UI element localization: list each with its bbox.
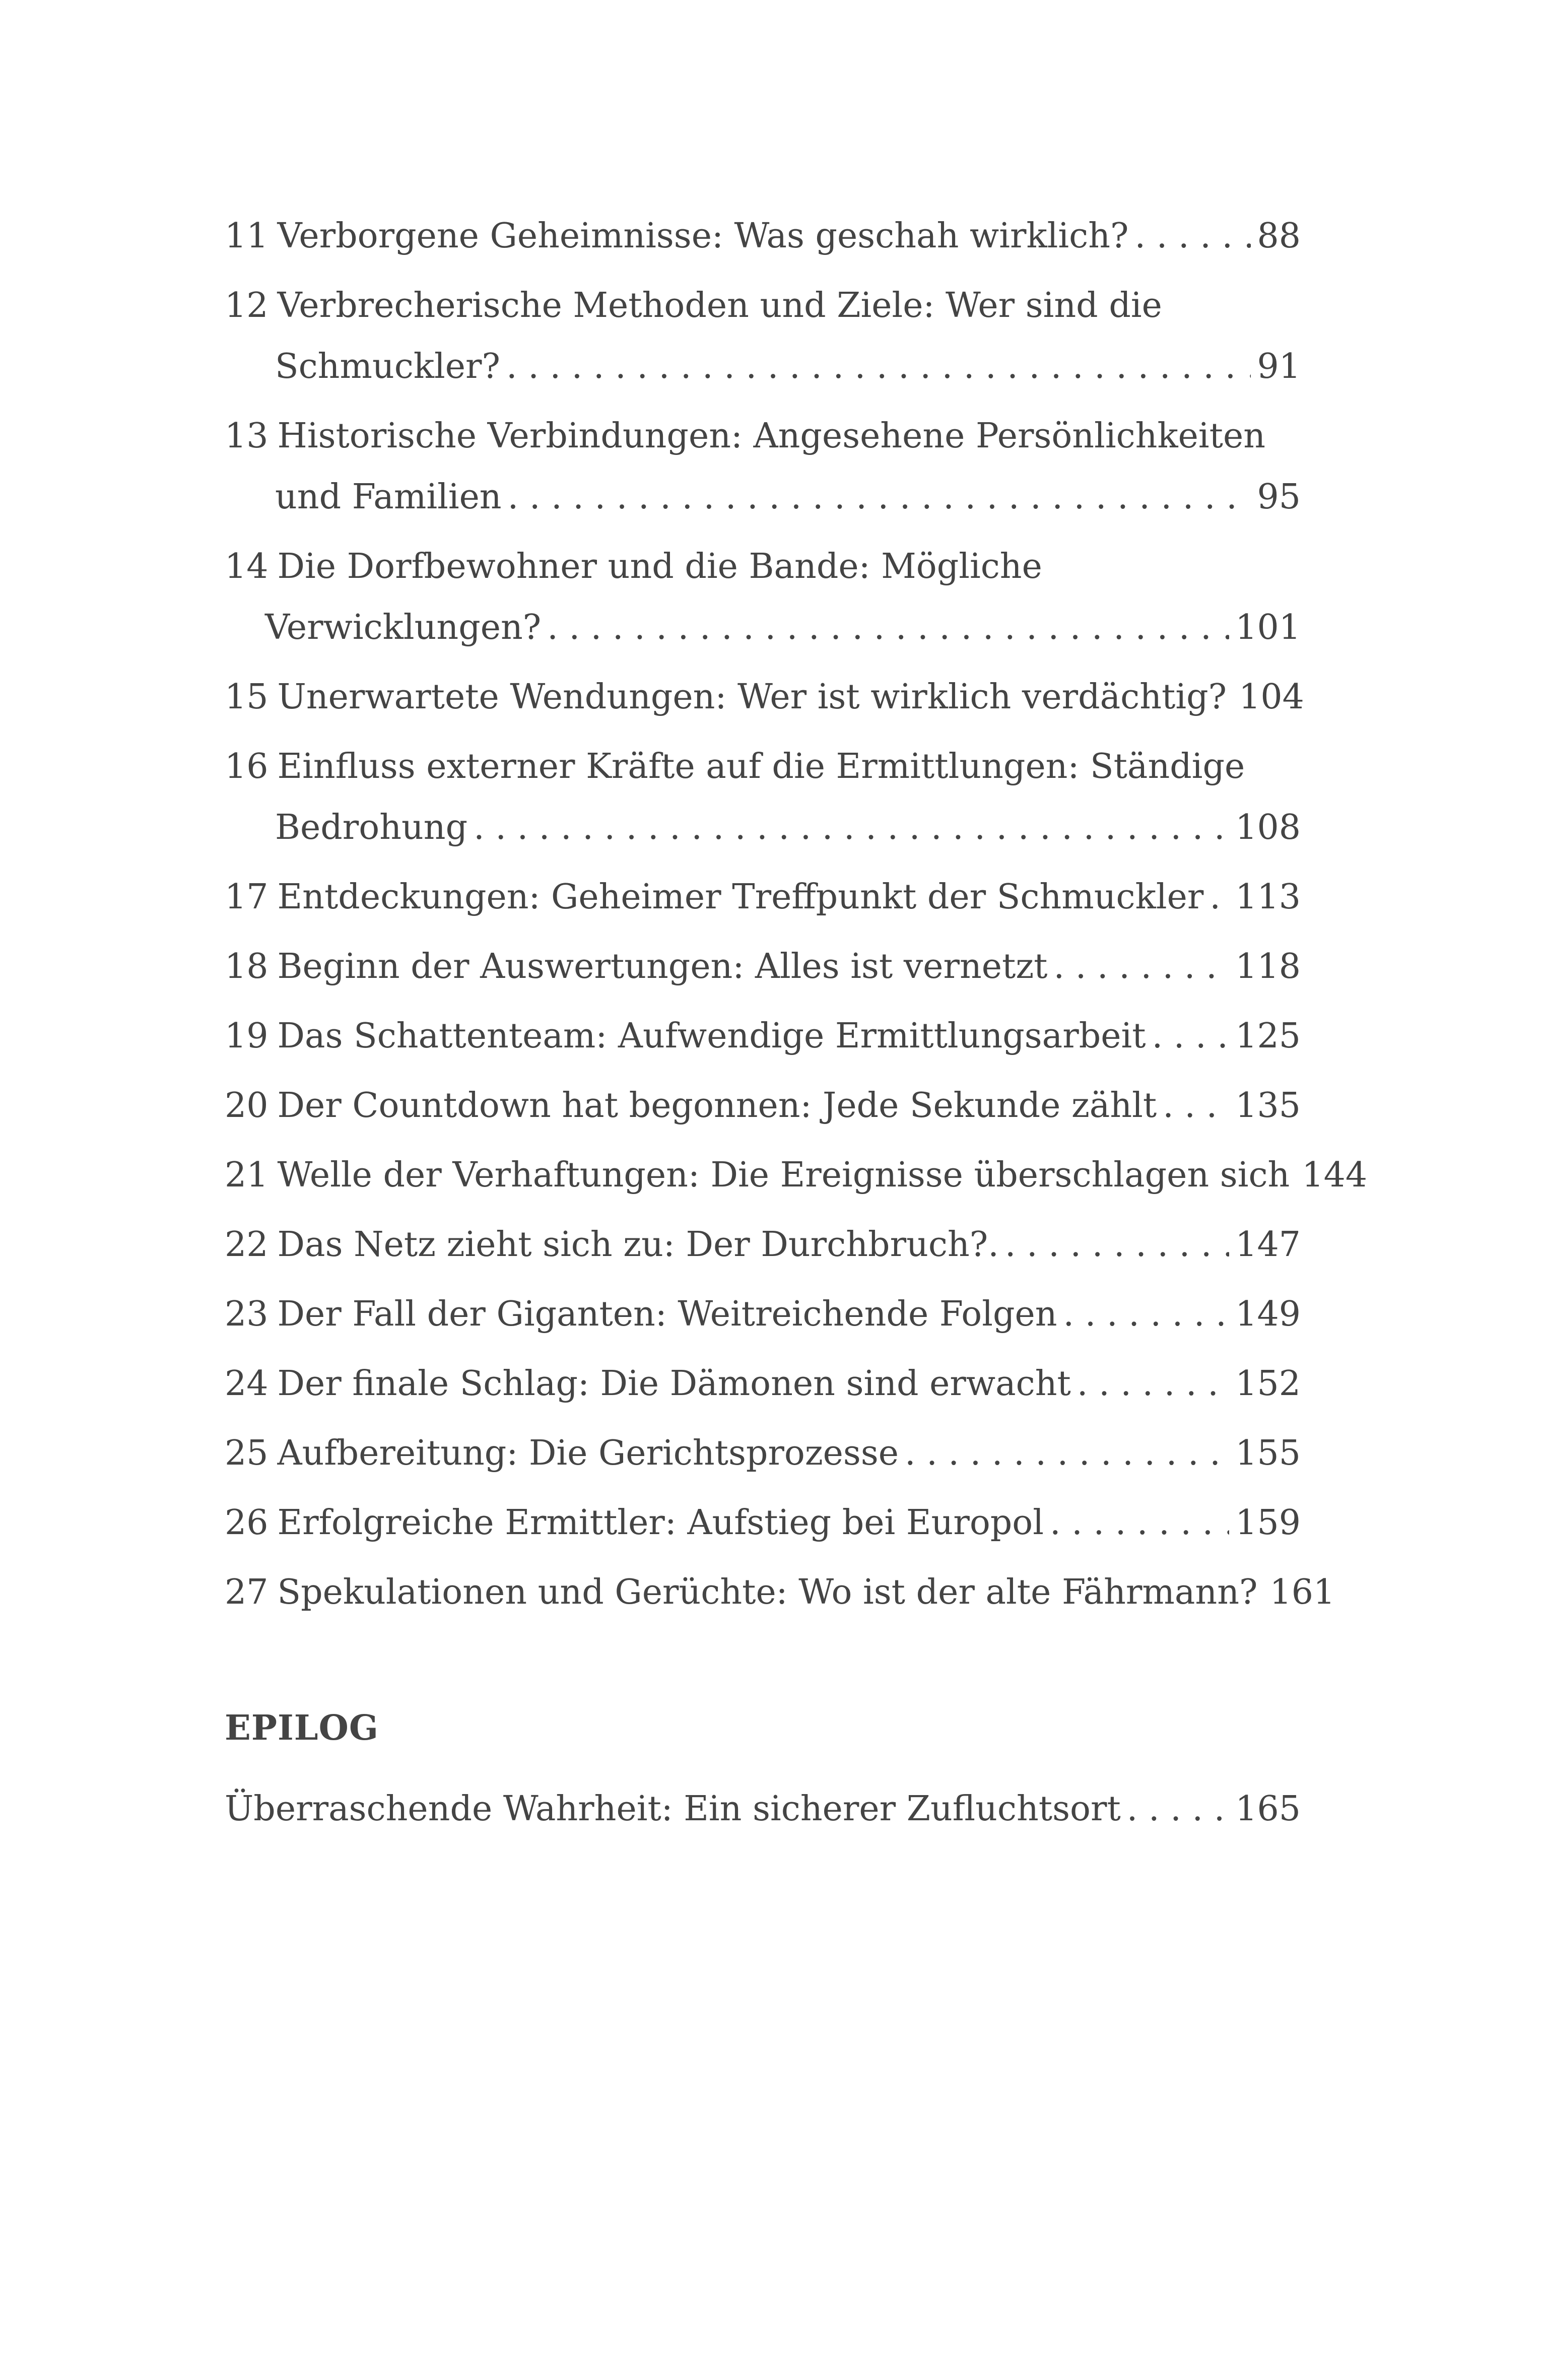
chapter-number: 27 bbox=[225, 1572, 268, 1612]
chapter-number: 22 bbox=[225, 1225, 268, 1265]
chapter-title: Verbrecherische Methoden und Ziele: Wer sind die bbox=[277, 286, 1162, 325]
toc-entry bbox=[225, 406, 1301, 527]
toc-entry bbox=[225, 1006, 1301, 1067]
page-number: 161 bbox=[1269, 1572, 1335, 1612]
toc-entry bbox=[225, 1423, 1301, 1484]
chapter-title: Einfluss externer Kräfte auf die Ermittlungen: Ständige bbox=[277, 747, 1245, 786]
page-number: 118 bbox=[1235, 947, 1301, 986]
chapter-number: 21 bbox=[225, 1155, 268, 1195]
toc-entry bbox=[225, 667, 1304, 728]
chapter-title-continued: Schmuckler? bbox=[275, 347, 500, 386]
toc-line bbox=[225, 867, 1301, 928]
page-number: 155 bbox=[1235, 1433, 1301, 1473]
chapter-title-continued: Verwicklungen? bbox=[265, 608, 542, 647]
chapter-title: Historische Verbindungen: Angesehene Persönlichkeiten bbox=[277, 416, 1266, 456]
page-number: 91 bbox=[1257, 347, 1301, 386]
toc-entry bbox=[225, 1284, 1301, 1345]
chapter-title: Das Netz zieht sich zu: Der Durchbruch?. bbox=[277, 1225, 999, 1265]
chapter-number: 13 bbox=[225, 416, 268, 456]
toc-line bbox=[225, 406, 1301, 467]
toc-line bbox=[225, 1145, 1368, 1206]
dot-leader bbox=[1163, 1075, 1229, 1136]
toc-line bbox=[225, 1353, 1301, 1414]
toc-line-continued bbox=[225, 336, 1301, 397]
page-number: 101 bbox=[1235, 608, 1301, 647]
toc-line bbox=[225, 667, 1304, 728]
page-number: 152 bbox=[1235, 1364, 1301, 1404]
toc-entry bbox=[225, 1492, 1301, 1553]
dot-leader bbox=[1077, 1353, 1229, 1414]
chapter-title: Erfolgreiche Ermittler: Aufstieg bei Europol bbox=[277, 1503, 1044, 1543]
chapter-number: 26 bbox=[225, 1503, 268, 1543]
dot-leader bbox=[905, 1423, 1229, 1484]
page-number: 149 bbox=[1235, 1294, 1301, 1334]
toc-line-continued bbox=[225, 467, 1301, 527]
toc-entry bbox=[225, 1145, 1368, 1206]
chapter-title-continued: und Familien bbox=[275, 477, 502, 517]
chapter-number: 14 bbox=[225, 547, 268, 586]
chapter-number: 25 bbox=[225, 1433, 268, 1473]
chapter-title: Aufbereitung: Die Gerichtsprozesse bbox=[277, 1433, 899, 1473]
toc-line bbox=[225, 736, 1301, 797]
toc-line bbox=[225, 1214, 1301, 1275]
chapter-title: Entdeckungen: Geheimer Treffpunkt der Schmuckler bbox=[277, 877, 1204, 917]
chapter-title: Unerwartete Wendungen: Wer ist wirklich verdächtig? bbox=[277, 677, 1227, 717]
toc-line bbox=[225, 1423, 1301, 1484]
dot-leader bbox=[547, 597, 1229, 658]
dot-leader bbox=[1127, 1778, 1229, 1839]
toc-entry bbox=[225, 1214, 1301, 1275]
dot-leader bbox=[1050, 1492, 1229, 1553]
chapter-number: 18 bbox=[225, 947, 268, 986]
chapter-number: 19 bbox=[225, 1016, 268, 1056]
toc-line bbox=[225, 275, 1301, 336]
dot-leader bbox=[474, 797, 1229, 858]
dot-leader bbox=[1005, 1214, 1229, 1275]
chapter-title-continued: Bedrohung bbox=[275, 808, 468, 847]
chapter-number: 17 bbox=[225, 877, 268, 917]
page-number: 135 bbox=[1235, 1086, 1301, 1126]
page-number: 113 bbox=[1235, 877, 1301, 917]
epilog-title: Überraschende Wahrheit: Ein sicherer Zufluchtsort bbox=[225, 1789, 1121, 1829]
dot-leader bbox=[1135, 206, 1251, 267]
dot-leader bbox=[508, 467, 1251, 527]
page-number: 95 bbox=[1257, 477, 1301, 517]
page-number: 144 bbox=[1302, 1155, 1368, 1195]
toc-line bbox=[225, 1778, 1301, 1839]
page-number: 108 bbox=[1235, 808, 1301, 847]
chapter-title: Der Countdown hat begonnen: Jede Sekunde zählt bbox=[277, 1086, 1157, 1126]
epilog-entry bbox=[225, 1778, 1301, 1839]
page-number: 88 bbox=[1257, 216, 1301, 256]
epilog-heading: EPILOG bbox=[225, 1708, 379, 1748]
toc-entry bbox=[225, 736, 1301, 858]
chapter-number: 20 bbox=[225, 1086, 268, 1126]
chapter-title: Das Schattenteam: Aufwendige Ermittlungsarbeit bbox=[277, 1016, 1146, 1056]
chapter-title: Beginn der Auswertungen: Alles ist vernetzt bbox=[277, 947, 1048, 986]
chapter-title: Welle der Verhaftungen: Die Ereignisse überschlagen sich bbox=[277, 1155, 1290, 1195]
chapter-title: Verborgene Geheimnisse: Was geschah wirklich? bbox=[277, 216, 1129, 256]
chapter-title: Der Fall der Giganten: Weitreichende Folgen bbox=[277, 1294, 1057, 1334]
chapter-number: 15 bbox=[225, 677, 268, 717]
toc-line bbox=[225, 936, 1301, 997]
page-number: 104 bbox=[1239, 677, 1304, 717]
toc-entry bbox=[225, 1353, 1301, 1414]
page-number: 125 bbox=[1235, 1016, 1301, 1056]
chapter-number: 24 bbox=[225, 1364, 268, 1404]
toc-entry bbox=[225, 936, 1301, 997]
toc-line-continued bbox=[225, 797, 1301, 858]
dot-leader bbox=[1054, 936, 1230, 997]
dot-leader bbox=[506, 336, 1251, 397]
dot-leader bbox=[1152, 1006, 1230, 1067]
toc-entry bbox=[225, 206, 1301, 267]
page-number: 159 bbox=[1235, 1503, 1301, 1543]
toc-line-continued bbox=[225, 597, 1301, 658]
dot-leader bbox=[1063, 1284, 1230, 1345]
chapter-number: 11 bbox=[225, 216, 268, 256]
dot-leader bbox=[1209, 867, 1229, 928]
toc-entry bbox=[225, 275, 1301, 397]
toc-entry bbox=[225, 867, 1301, 928]
table-of-contents bbox=[225, 206, 1368, 1631]
chapter-title: Die Dorfbewohner und die Bande: Mögliche bbox=[277, 547, 1042, 586]
toc-line bbox=[225, 206, 1301, 267]
toc-line bbox=[225, 1562, 1335, 1623]
chapter-number: 16 bbox=[225, 747, 268, 786]
toc-line bbox=[225, 1075, 1301, 1136]
toc-line bbox=[225, 1492, 1301, 1553]
chapter-title: Der finale Schlag: Die Dämonen sind erwacht bbox=[277, 1364, 1071, 1404]
chapter-title: Spekulationen und Gerüchte: Wo ist der alte Fährmann? bbox=[277, 1572, 1258, 1612]
toc-entry bbox=[225, 1075, 1301, 1136]
chapter-number: 12 bbox=[225, 286, 268, 325]
page-number: 165 bbox=[1235, 1789, 1301, 1829]
toc-line bbox=[225, 1006, 1301, 1067]
page-number: 147 bbox=[1235, 1225, 1301, 1265]
toc-entry bbox=[225, 1562, 1335, 1623]
toc-entry bbox=[225, 536, 1301, 658]
chapter-number: 23 bbox=[225, 1294, 268, 1334]
toc-line bbox=[225, 536, 1301, 597]
toc-line bbox=[225, 1284, 1301, 1345]
